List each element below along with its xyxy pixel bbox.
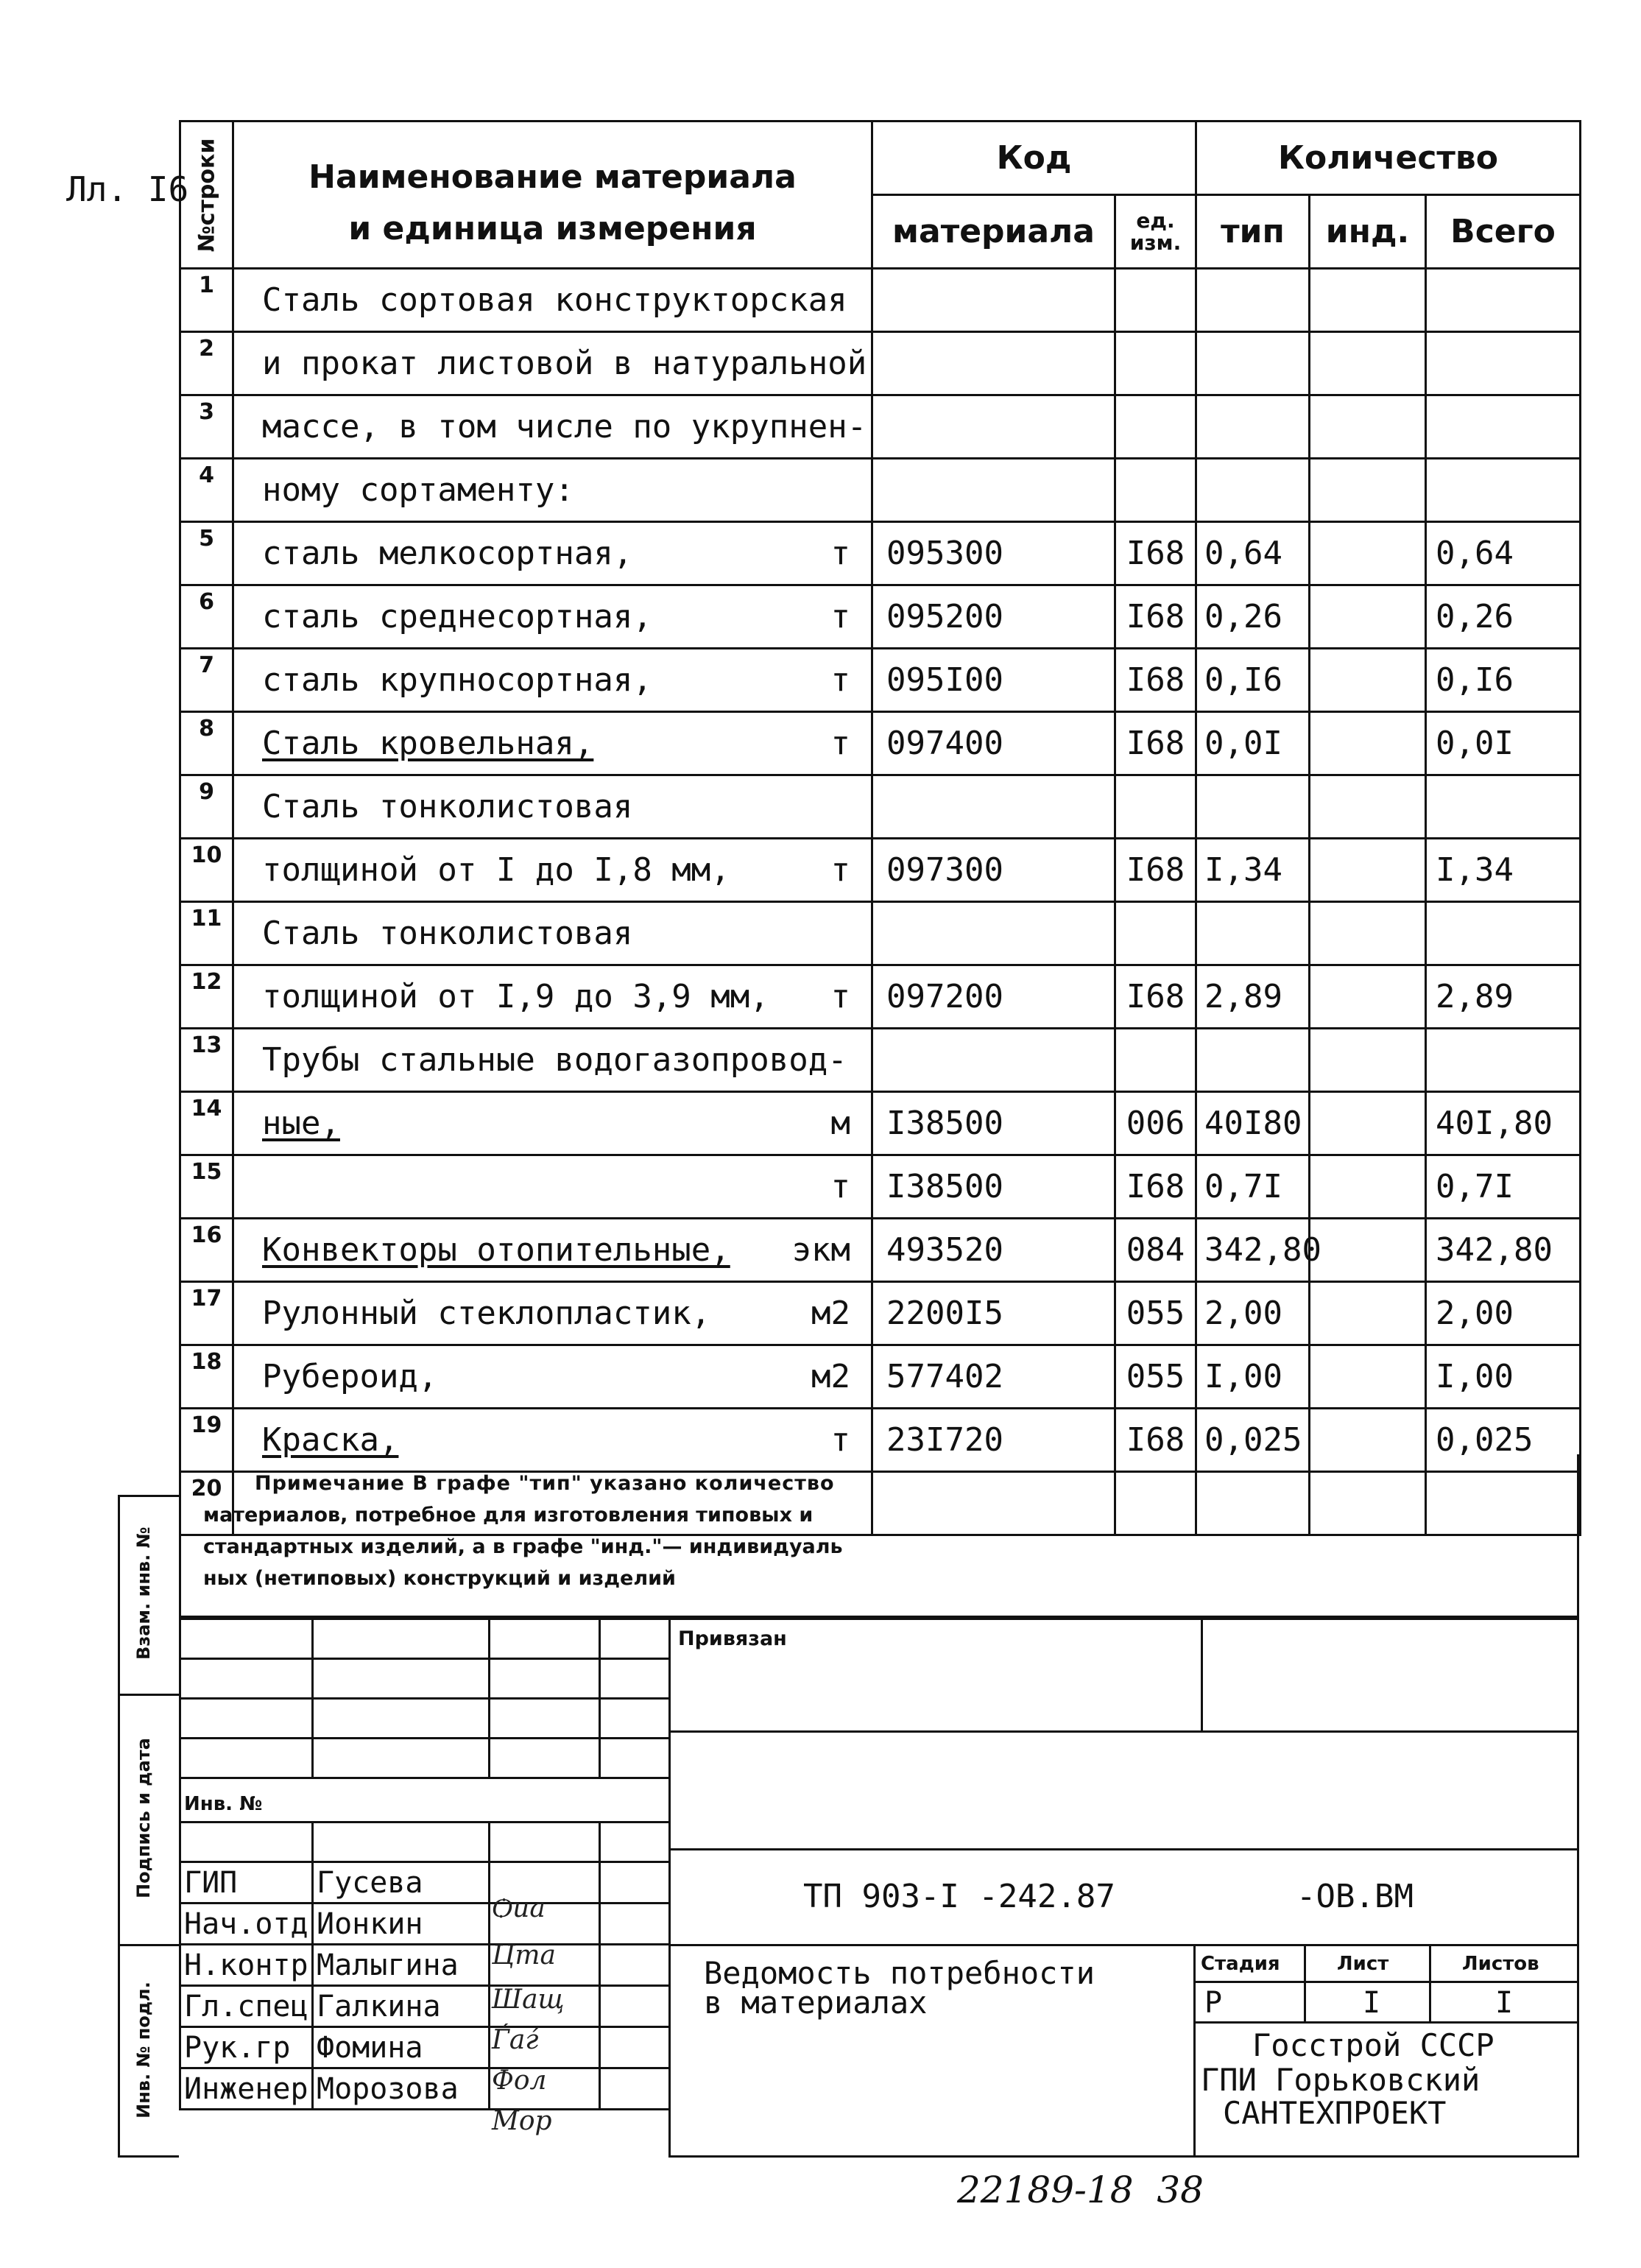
- signer-role: Инженер: [180, 2068, 313, 2110]
- sheets-value: I: [1495, 1986, 1514, 2020]
- code-material-header: материала: [872, 195, 1115, 269]
- stamp-divider: [671, 1730, 1577, 1733]
- signer-role: Рук.гр: [180, 2027, 313, 2068]
- qty-ind: [1310, 269, 1426, 332]
- row-number: 13: [180, 1029, 233, 1092]
- signer-name: Галкина: [313, 1986, 490, 2027]
- material-code: [872, 1029, 1115, 1092]
- date-cell: [600, 1862, 670, 1904]
- qty-ind: [1310, 649, 1426, 712]
- original-inv-label: Инв. № подл.: [133, 1982, 154, 2119]
- qty-type: 0,26: [1196, 585, 1310, 649]
- signer-row: [180, 2068, 670, 2110]
- material-name: Сталь сортовая конструкторская: [262, 281, 847, 319]
- material-code: 097400: [872, 712, 1115, 775]
- qty-total: 40I,80: [1426, 1092, 1581, 1155]
- material-code: [872, 902, 1115, 965]
- stamp-divider: [1193, 2021, 1577, 2024]
- qty-type: 2,89: [1196, 965, 1310, 1029]
- signer-row: [180, 1986, 670, 2027]
- material-unit: м2: [811, 1358, 850, 1395]
- signer-role: Гл.спец: [180, 1986, 313, 2027]
- qty-type: 0,0I: [1196, 712, 1310, 775]
- qty-ind: [1310, 712, 1426, 775]
- note-line-2: материалов, потребное для изготовления типовых и: [203, 1504, 814, 1526]
- unit-code: [1115, 332, 1196, 395]
- material-name-cell: [233, 775, 872, 839]
- date-cell: [600, 1904, 670, 1945]
- stamp-divider: [671, 1944, 1577, 1946]
- material-name: толщиной от I до I,8 мм,: [262, 851, 730, 889]
- qty-type: [1196, 902, 1310, 965]
- material-name: сталь среднесортная,: [262, 598, 652, 635]
- material-unit: т: [830, 1168, 850, 1205]
- qty-total: [1426, 395, 1581, 459]
- material-name: Конвекторы отопительные,: [262, 1231, 730, 1269]
- stamp-divider: [1193, 1944, 1196, 2158]
- note-block: [179, 1454, 1579, 1618]
- qty-type: 0,I6: [1196, 649, 1310, 712]
- qty-type: I,34: [1196, 839, 1310, 902]
- material-code: 23I720: [872, 1409, 1115, 1472]
- qty-total: 2,89: [1426, 965, 1581, 1029]
- name-column-header: Наименование материала и единица измерения: [233, 122, 872, 269]
- material-name-cell: [233, 902, 872, 965]
- signature-scribble: Ѓаѓ: [492, 2025, 539, 2055]
- privyazan-label: Привязан: [678, 1627, 787, 1650]
- quantity-group-header: Количество: [1196, 122, 1581, 195]
- material-name-cell: [233, 649, 872, 712]
- material-code: [872, 775, 1115, 839]
- material-unit: т: [830, 851, 850, 889]
- org-line1: Госстрой СССР: [1252, 2027, 1494, 2063]
- row-number: 10: [180, 839, 233, 902]
- table-row: [180, 459, 1581, 522]
- unit-code: I68: [1115, 839, 1196, 902]
- qty-ind: [1310, 585, 1426, 649]
- replaced-inv-label: Взам. инв. №: [133, 1526, 154, 1660]
- unit-code: 006: [1115, 1092, 1196, 1155]
- org-line2: ГПИ Горьковский: [1201, 2062, 1481, 2098]
- qty-total: 0,025: [1426, 1409, 1581, 1472]
- signer-name: Ионкин: [313, 1904, 490, 1945]
- qty-ind: [1310, 1155, 1426, 1219]
- material-name-cell: [233, 269, 872, 332]
- material-name-cell: [233, 1155, 872, 1219]
- row-number: 12: [180, 965, 233, 1029]
- material-name: Трубы стальные водогазопровод-: [262, 1041, 847, 1079]
- row-number: 6: [180, 585, 233, 649]
- material-code: 095I00: [872, 649, 1115, 712]
- material-code: I38500: [872, 1092, 1115, 1155]
- material-code: [872, 395, 1115, 459]
- signature-scribble: Цта: [492, 1940, 556, 1971]
- table-row: [180, 902, 1581, 965]
- note-line-1: Примечание В графе "тип" указано количество: [255, 1472, 835, 1495]
- signature-date-label: Подпись и дата: [133, 1738, 154, 1898]
- footer-number: 22189-18 38: [957, 2169, 1204, 2211]
- material-name-cell: [233, 839, 872, 902]
- material-unit: т: [830, 1421, 850, 1459]
- qty-ind: [1310, 1092, 1426, 1155]
- material-name: Сталь тонколистовая: [262, 915, 633, 952]
- qty-type: 2,00: [1196, 1282, 1310, 1345]
- table-row: [180, 1219, 1581, 1282]
- table-row: [180, 965, 1581, 1029]
- stage-label: Стадия: [1201, 1953, 1280, 1975]
- stamp-right: [668, 1618, 1579, 2158]
- qty-ind: [1310, 522, 1426, 585]
- table-row: [180, 1282, 1581, 1345]
- sheet-label: Лист: [1337, 1953, 1389, 1975]
- material-name: Рубероид,: [262, 1358, 438, 1395]
- qty-total: [1426, 269, 1581, 332]
- material-name-cell: [233, 585, 872, 649]
- qty-type: [1196, 459, 1310, 522]
- qty-type: [1196, 1029, 1310, 1092]
- unit-code: [1115, 775, 1196, 839]
- signer-name: Морозова: [313, 2068, 490, 2110]
- material-code: [872, 332, 1115, 395]
- qty-ind: [1310, 1282, 1426, 1345]
- signer-role: ГИП: [180, 1862, 313, 1904]
- table-row: [180, 585, 1581, 649]
- material-name: сталь мелкосортная,: [262, 535, 633, 572]
- material-name: сталь крупносортная,: [262, 661, 652, 699]
- material-name-cell: [233, 1092, 872, 1155]
- material-name: Сталь тонколистовая: [262, 788, 633, 825]
- material-code: 095200: [872, 585, 1115, 649]
- date-cell: [600, 2027, 670, 2068]
- table-row: [180, 269, 1581, 332]
- row-number: 9: [180, 775, 233, 839]
- note-line-3: стандартных изделий, а в графе "инд."— индивидуаль: [203, 1535, 843, 1558]
- margin-divider: [118, 1944, 179, 1946]
- table-row: [180, 522, 1581, 585]
- signature-blank-row: [180, 1659, 670, 1699]
- qty-ind: [1310, 1345, 1426, 1409]
- qty-total: 0,0I: [1426, 712, 1581, 775]
- material-name: массе, в том числе по укрупнен-: [262, 408, 867, 446]
- table-row: [180, 332, 1581, 395]
- material-name-cell: [233, 522, 872, 585]
- qty-type: I,00: [1196, 1345, 1310, 1409]
- qty-total: [1426, 332, 1581, 395]
- row-number: 2: [180, 332, 233, 395]
- material-name-cell: [233, 965, 872, 1029]
- sheet-value: I: [1363, 1986, 1381, 2020]
- row-number: 1: [180, 269, 233, 332]
- signature-blank-row: [180, 1739, 670, 1778]
- row-number: 7: [180, 649, 233, 712]
- material-unit: т: [830, 725, 850, 762]
- document-code: ТП 903-I -242.87: [803, 1878, 1115, 1915]
- code-unit-header: ед. изм.: [1115, 195, 1196, 269]
- row-number: 17: [180, 1282, 233, 1345]
- qty-ind: [1310, 965, 1426, 1029]
- row-number: 19: [180, 1409, 233, 1472]
- inv-number-cell: [180, 1778, 670, 1822]
- qty-type: [1196, 775, 1310, 839]
- margin-divider: [118, 1694, 179, 1696]
- row-number: 20: [180, 1472, 233, 1535]
- qty-type: 0,7I: [1196, 1155, 1310, 1219]
- qty-ind: [1310, 775, 1426, 839]
- qty-total: 0,26: [1426, 585, 1581, 649]
- table-row: [180, 775, 1581, 839]
- unit-code: 055: [1115, 1282, 1196, 1345]
- qty-type-header: тип: [1196, 195, 1310, 269]
- stamp-divider: [671, 1848, 1577, 1850]
- material-unit: м2: [811, 1295, 850, 1332]
- qty-ind: [1310, 1219, 1426, 1282]
- qty-type: 40I80: [1196, 1092, 1310, 1155]
- qty-type: 0,64: [1196, 522, 1310, 585]
- unit-code: [1115, 269, 1196, 332]
- sheet-reference: Лл. I6: [66, 169, 189, 209]
- qty-total: [1426, 459, 1581, 522]
- unit-code: I68: [1115, 965, 1196, 1029]
- material-name: толщиной от I,9 до 3,9 мм,: [262, 978, 769, 1015]
- signer-role: Нач.отд: [180, 1904, 313, 1945]
- unit-code: 055: [1115, 1345, 1196, 1409]
- material-unit: экм: [791, 1231, 850, 1269]
- material-code: [872, 269, 1115, 332]
- unit-code: I68: [1115, 522, 1196, 585]
- org-line3: САНТЕХПРОЕКТ: [1223, 2095, 1447, 2131]
- material-code: [872, 459, 1115, 522]
- material-unit: т: [830, 661, 850, 699]
- inv-number-label: Инв. №: [184, 1792, 263, 1815]
- table-row: [180, 1155, 1581, 1219]
- date-cell: [600, 1945, 670, 1986]
- qty-total: [1426, 902, 1581, 965]
- row-number: 5: [180, 522, 233, 585]
- table-row: [180, 839, 1581, 902]
- material-name: Рулонный стеклопластик,: [262, 1295, 711, 1332]
- material-unit: т: [830, 598, 850, 635]
- material-code: 097200: [872, 965, 1115, 1029]
- signature-scribble: Мор: [492, 2106, 552, 2136]
- material-name: Краска,: [262, 1421, 399, 1459]
- qty-type: 0,025: [1196, 1409, 1310, 1472]
- qty-ind: [1310, 459, 1426, 522]
- unit-code: I68: [1115, 649, 1196, 712]
- row-number: 14: [180, 1092, 233, 1155]
- row-number: 3: [180, 395, 233, 459]
- qty-type: [1196, 395, 1310, 459]
- row-number: 8: [180, 712, 233, 775]
- material-name-cell: [233, 712, 872, 775]
- material-name-cell: [233, 332, 872, 395]
- qty-total: 0,64: [1426, 522, 1581, 585]
- qty-ind-header: инд.: [1310, 195, 1426, 269]
- material-name: Сталь кровельная,: [262, 725, 594, 762]
- table-row: [180, 649, 1581, 712]
- note-line-4: ных (нетиповых) конструкций и изделий: [203, 1567, 676, 1590]
- row-number-header: №строки: [180, 122, 233, 269]
- material-unit: т: [830, 978, 850, 1015]
- material-code: I38500: [872, 1155, 1115, 1219]
- signer-row: [180, 1904, 670, 1945]
- stage-value: Р: [1204, 1986, 1223, 2020]
- document-title-line2: в материалах: [704, 1984, 928, 2021]
- qty-total: I,34: [1426, 839, 1581, 902]
- qty-total: 0,I6: [1426, 649, 1581, 712]
- signature-grid: [179, 1618, 671, 2110]
- unit-code: [1115, 459, 1196, 522]
- row-number: 16: [180, 1219, 233, 1282]
- material-name: ному сортаменту:: [262, 471, 574, 509]
- row-number: 4: [180, 459, 233, 522]
- material-code: 2200I5: [872, 1282, 1115, 1345]
- signature-blank-row: [180, 1778, 670, 1822]
- signer-name: Фомина: [313, 2027, 490, 2068]
- table-row: [180, 395, 1581, 459]
- signature-scribble: Фол: [492, 2066, 547, 2096]
- qty-type: [1196, 332, 1310, 395]
- materials-table: [179, 120, 1581, 1536]
- stamp-divider: [1193, 1981, 1577, 1983]
- unit-code: [1115, 1029, 1196, 1092]
- qty-total: 2,00: [1426, 1282, 1581, 1345]
- privyazan-cell: [671, 1620, 1203, 1730]
- unit-code: [1115, 902, 1196, 965]
- material-code: 097300: [872, 839, 1115, 902]
- signer-role: Н.контр: [180, 1945, 313, 1986]
- qty-ind: [1310, 839, 1426, 902]
- signer-row: [180, 1862, 670, 1904]
- signature-scribble: Ѻиа: [492, 1893, 546, 1923]
- material-unit: т: [830, 535, 850, 572]
- unit-code: I68: [1115, 1409, 1196, 1472]
- stamp-divider: [1304, 1944, 1306, 2021]
- signature-blank-row: [180, 1822, 670, 1862]
- table-row: [180, 1092, 1581, 1155]
- signer-name: Малыгина: [313, 1945, 490, 1986]
- qty-total: 342,80: [1426, 1219, 1581, 1282]
- qty-total: 0,7I: [1426, 1155, 1581, 1219]
- material-code: 493520: [872, 1219, 1115, 1282]
- qty-ind: [1310, 902, 1426, 965]
- unit-code: 084: [1115, 1219, 1196, 1282]
- table-row: [180, 1029, 1581, 1092]
- material-unit: м: [830, 1105, 850, 1142]
- row-number: 15: [180, 1155, 233, 1219]
- qty-total-header: Всего: [1426, 195, 1581, 269]
- table-row: [180, 1345, 1581, 1409]
- signature-scribble: Шащ: [492, 1984, 565, 2015]
- qty-type: [1196, 269, 1310, 332]
- stamp-divider: [1429, 1944, 1431, 2021]
- material-name-cell: [233, 1282, 872, 1345]
- unit-code: I68: [1115, 712, 1196, 775]
- material-name-cell: [233, 1345, 872, 1409]
- qty-total: [1426, 1029, 1581, 1092]
- material-name: ные,: [262, 1105, 340, 1142]
- signer-row: [180, 2027, 670, 2068]
- material-name-cell: [233, 395, 872, 459]
- qty-type: 342,80: [1196, 1219, 1310, 1282]
- document-title-line1: Ведомость потребности: [704, 1955, 1095, 1991]
- qty-ind: [1310, 395, 1426, 459]
- row-number: 11: [180, 902, 233, 965]
- table-row: [180, 712, 1581, 775]
- qty-ind: [1310, 1029, 1426, 1092]
- signer-name: Гусева: [313, 1862, 490, 1904]
- signer-row: [180, 1945, 670, 1986]
- sheets-label: Листов: [1462, 1953, 1539, 1975]
- code-group-header: Код: [872, 122, 1196, 195]
- qty-total: I,00: [1426, 1345, 1581, 1409]
- signature-blank-row: [180, 1619, 670, 1659]
- material-code: 577402: [872, 1345, 1115, 1409]
- material-name-cell: [233, 459, 872, 522]
- material-name-cell: [233, 1029, 872, 1092]
- date-cell: [600, 1986, 670, 2027]
- material-name: и прокат листовой в натуральной: [262, 345, 867, 382]
- unit-code: [1115, 395, 1196, 459]
- material-name-cell: [233, 1219, 872, 1282]
- unit-code: I68: [1115, 585, 1196, 649]
- qty-total: [1426, 775, 1581, 839]
- unit-code: I68: [1115, 1155, 1196, 1219]
- row-number: 18: [180, 1345, 233, 1409]
- qty-ind: [1310, 332, 1426, 395]
- date-cell: [600, 2068, 670, 2110]
- signature-blank-row: [180, 1699, 670, 1739]
- material-code: 095300: [872, 522, 1115, 585]
- document-suffix: -ОВ.ВМ: [1296, 1878, 1414, 1915]
